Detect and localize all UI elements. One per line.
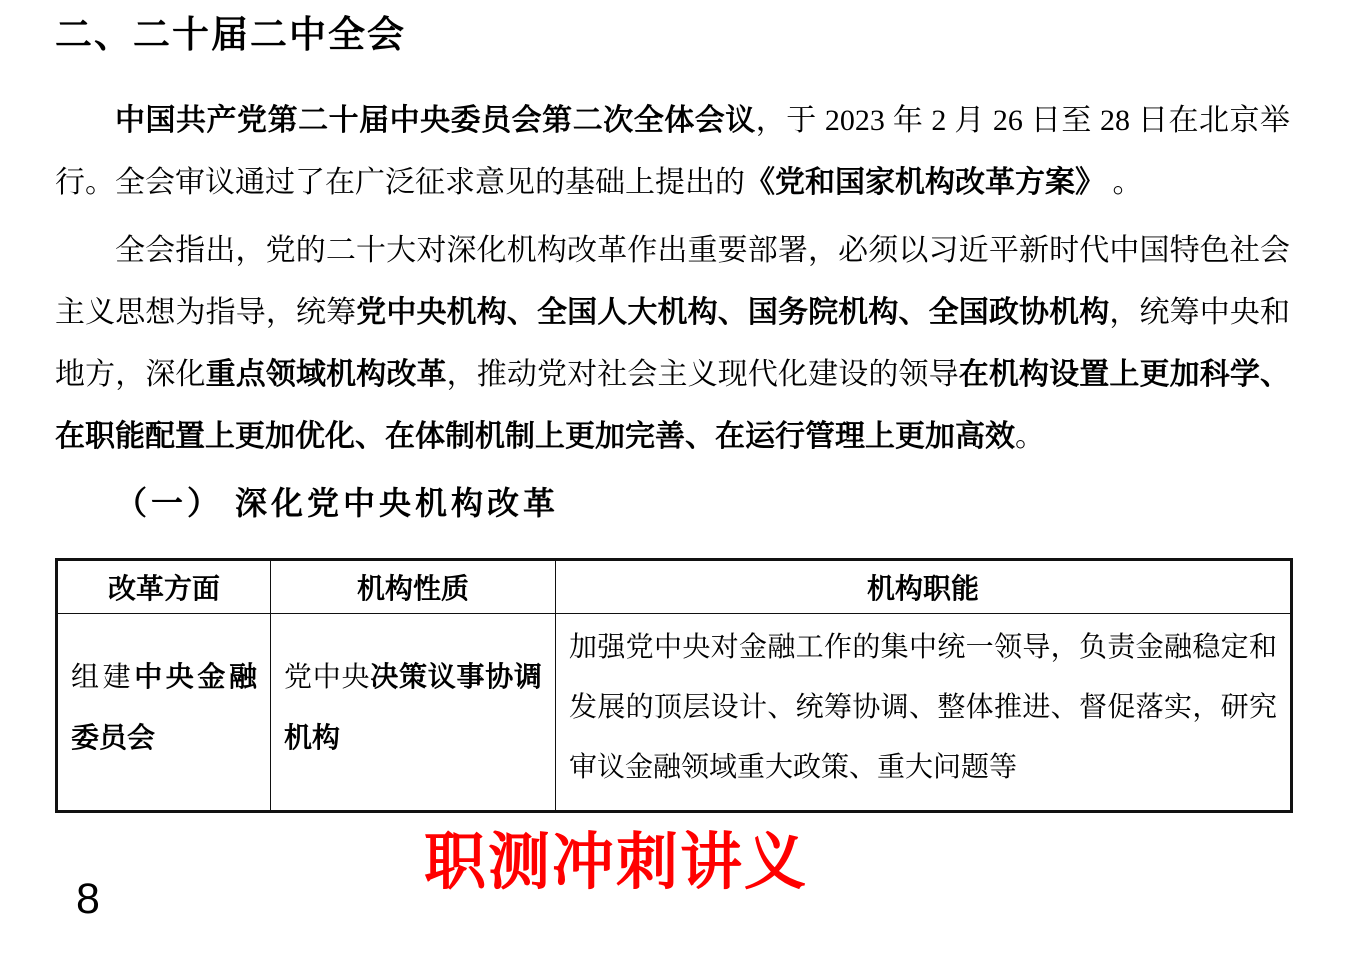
text-run: ，推动党对社会主义现代化建设的领导 [446,358,959,391]
cell-org-function: 加强党中央对金融工作的集中统一领导，负责金融稳定和发展的顶层设计、统筹协调、整体推进、督促落实，研究审议金融领域重大政策、重大问题等 [556,614,1292,812]
reform-table [55,558,1293,813]
red-watermark-text: 职测冲刺讲义 [424,828,809,897]
text-run-bold: 党中央机构、全国人大机构、国务院机构、全国政协机构 [356,296,1110,329]
text-run-bold: 《党和国家机构改革方案》 [745,166,1105,199]
text-run-bold: 中央金融委员会 [71,661,257,753]
text-run-bold: 中国共产党第二十届中央委员会第二次全体会议 [115,104,756,137]
text-run: ，统筹中央和地方，深化 [55,296,1290,391]
table-header-reform-aspect: 改革方面 [57,560,271,614]
paragraph-plenary-session [55,90,1290,214]
text-run-bold: 重点领域机构改革 [205,358,447,391]
text-run: 组建 [71,662,135,693]
paragraph-plenary-points [55,220,1290,468]
text-run: 全会指出，党的二十大对深化机构改革作出重要部署，必须以习近平新时代中国特色社会主义思想为指导，统筹 [55,234,1290,329]
reform-table-body [57,614,1292,812]
text-run-bold: 决策议事协调机构 [284,661,542,753]
cell-reform-aspect [57,614,271,812]
text-run-bold: 在机构设置上更加科学、在职能配置上更加优化、在体制机制上更加完善、在运行管理上更加高效 [55,358,1290,453]
cell-org-nature [271,614,556,812]
text-run: 。 [1105,166,1143,199]
text-run: ，于 2023 年 2 月 26 日至 28 日在北京举行。全会审议通过了在广泛征求意见的基础上提出的 [55,104,1291,199]
table-row [57,614,1292,812]
subsection-heading: （一） 深化党中央机构改革 [115,485,560,521]
table-header-row [57,560,1292,614]
text-run: 党中央 [284,662,371,693]
text-run: 。 [1015,420,1045,453]
reform-table-header [57,560,1292,614]
page-title: 二、二十届二中全会 [55,14,406,55]
table-header-org-function: 机构职能 [556,560,1292,614]
table-header-org-nature: 机构性质 [271,560,556,614]
page-number: 8 [76,875,100,923]
